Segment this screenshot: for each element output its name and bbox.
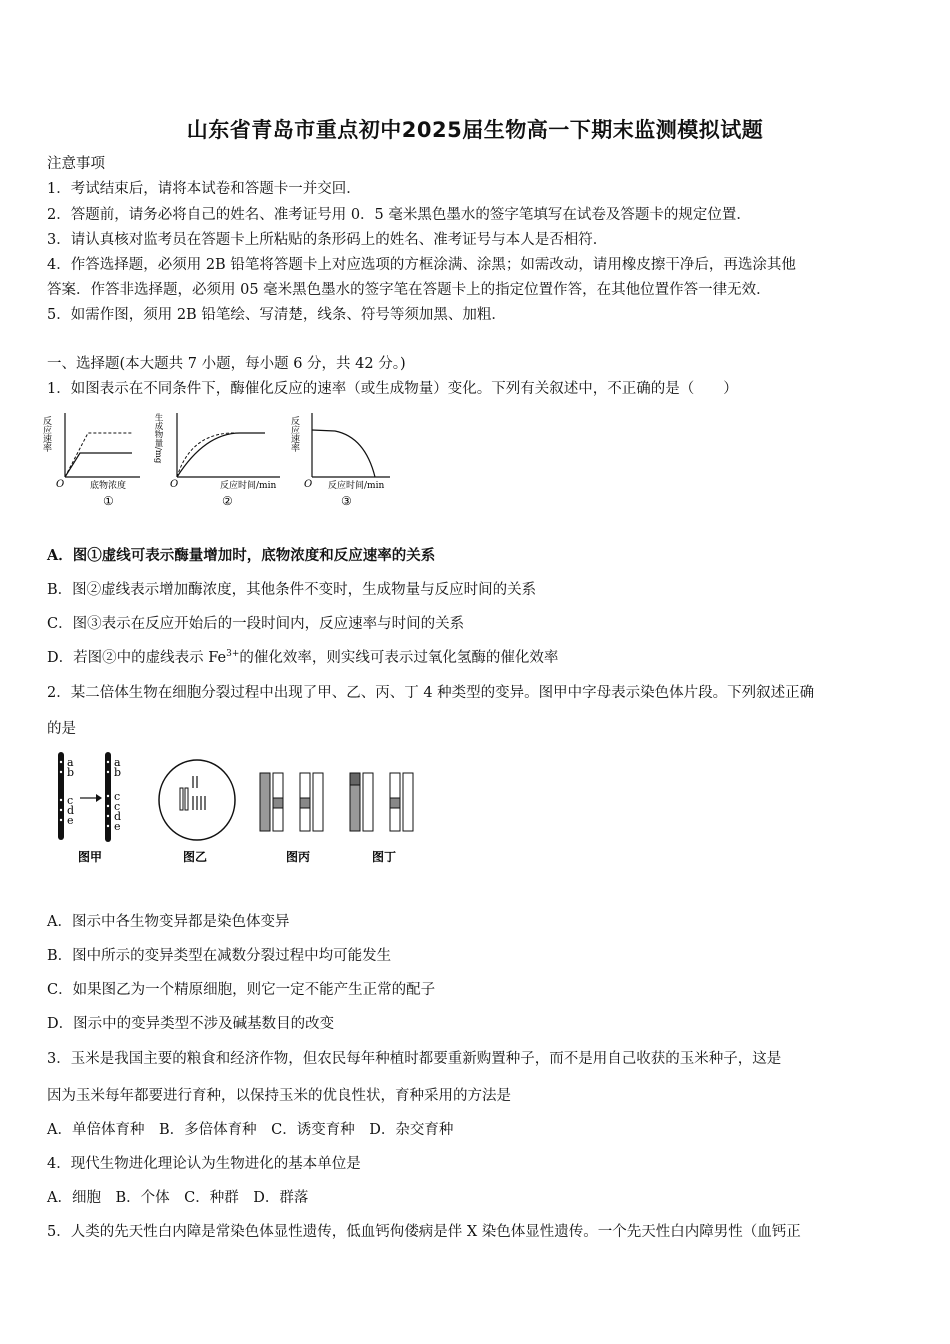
page-title: 山东省青岛市重点初中2025届生物高一下期末监测模拟试题 xyxy=(186,118,764,142)
question-2-stem: 2．某二倍体生物在细胞分裂过程中出现了甲、乙、丙、丁 4 种类型的变异。图甲中字母表示染色体片段。下列叙述正确 xyxy=(47,685,815,701)
question-4-stem: 4．现代生物进化理论认为生物进化的基本单位是 xyxy=(47,1156,361,1172)
chrom-letter: d xyxy=(67,804,75,817)
graph-3-xlabel: 反应时间/min xyxy=(328,481,385,491)
chrom-letter: c xyxy=(67,794,74,807)
q2-option-c: C．如果图乙为一个精原细胞，则它一定不能产生正常的配子 xyxy=(47,982,436,998)
option-text: A．图①虚线可表示酶量增加时，底物浓度和反应速率的关系 xyxy=(47,547,436,564)
graph-1-origin: O xyxy=(56,479,65,490)
question-3-stem-cont: 因为玉米每年都要进行育种，以保持玉米的优良性状，育种采用的方法是 xyxy=(47,1088,511,1104)
graph-3-ylabel: 反应速率 xyxy=(289,416,299,452)
graph-2-origin: O xyxy=(170,479,179,490)
figure-caption: 图甲 xyxy=(78,850,103,864)
option-text-sup: 3+ xyxy=(226,649,240,660)
notice-heading: 注意事项 xyxy=(47,156,105,172)
notice-item: 2．答题前，请务必将自己的姓名、准考证号用 0．5 毫米黑色墨水的签字笔填写在试卷及答题卡的规定位置． xyxy=(47,207,751,223)
option-text-post: 的催化效率，则实线可表示过氧化氢酶的催化效率 xyxy=(239,650,559,666)
question-2-stem-cont: 的是 xyxy=(47,721,76,737)
q1-option-d xyxy=(47,646,558,667)
question-1-stem: 1．如图表示在不同条件下，酶催化反应的速率（或生成物量）变化。下列有关叙述中，不正确的是（ ） xyxy=(47,381,738,397)
q1-option-b xyxy=(47,578,536,599)
arrow-icon xyxy=(96,794,102,802)
chrom-letter: d xyxy=(114,810,122,823)
graph-2-xlabel: 反应时间/min xyxy=(220,481,277,491)
chrom-letter: a xyxy=(67,756,74,769)
figure-bing xyxy=(260,773,323,864)
chrom-letter: c xyxy=(114,800,121,813)
figure-ding xyxy=(350,773,413,864)
notice-item: 1．考试结束后，请将本试卷和答题卡一并交回． xyxy=(47,181,361,197)
figure-yi xyxy=(159,760,235,864)
chrom-letter: b xyxy=(114,766,122,779)
q2-option-a: A．图示中各生物变异都是染色体变异 xyxy=(47,914,290,930)
q2-figure xyxy=(50,748,430,873)
figure-caption: 图乙 xyxy=(183,850,208,864)
graph-2-ylabel: 生成物量/mg xyxy=(153,413,163,464)
graph-1-xlabel: 底物浓度 xyxy=(90,481,127,491)
chrom-letter: a xyxy=(114,756,121,769)
option-text: B．图②虚线表示增加酶浓度，其他条件不变时，生成物量与反应时间的关系 xyxy=(47,582,537,598)
section-heading: 一、选择题(本大题共 7 小题，每小题 6 分，共 42 分。) xyxy=(47,356,406,372)
option-text-pre: D．若图②中的虚线表示 Fe xyxy=(47,650,227,666)
graph-3-number: ③ xyxy=(341,494,352,508)
graph-3 xyxy=(289,413,390,508)
chrom-letter: c xyxy=(114,790,121,803)
q2-option-b: B．图中所示的变异类型在减数分裂过程中均可能发生 xyxy=(47,948,392,964)
option-text: C．图③表示在反应开始后的一段时间内，反应速率与时间的关系 xyxy=(47,616,465,632)
notice-item: 3．请认真核对监考员在答题卡上所粘贴的条形码上的姓名、准考证号与本人是否相符． xyxy=(47,232,608,248)
q4-options: A．细胞 B．个体 C．种群 D．群落 xyxy=(47,1190,309,1206)
notice-item: 答案．作答非选择题，必须用 05 毫米黑色墨水的签字笔在答题卡上的指定位置作答，在其他位置作答一律无效． xyxy=(47,282,771,298)
chrom-letter: b xyxy=(67,766,75,779)
graph-1-number: ① xyxy=(103,494,114,508)
graph-1 xyxy=(41,413,140,508)
chrom-letter: e xyxy=(67,814,74,827)
graph-3-origin: O xyxy=(304,479,313,490)
graph-1-ylabel: 反应速率 xyxy=(41,416,51,452)
chrom-letter: e xyxy=(114,820,121,833)
question-3-stem: 3．玉米是我国主要的粮食和经济作物，但农民每年种植时都要重新购置种子，而不是用自己收获的玉米种子，这是 xyxy=(47,1051,782,1067)
q1-option-c xyxy=(47,612,464,633)
q1-figure xyxy=(40,405,400,513)
figure-caption: 图丁 xyxy=(372,850,397,864)
graph-2 xyxy=(153,412,280,508)
q3-options: A．单倍体育种 B．多倍体育种 C．诱变育种 D．杂交育种 xyxy=(47,1122,454,1138)
notice-item: 5．如需作图，须用 2B 铅笔绘、写清楚，线条、符号等须加黑、加粗． xyxy=(47,307,506,323)
figure-caption: 图丙 xyxy=(286,850,311,864)
graph-2-number: ② xyxy=(222,494,233,508)
q1-option-a xyxy=(47,544,435,565)
notice-item: 4．作答选择题，必须用 2B 铅笔将答题卡上对应选项的方框涂满、涂黑；如需改动，请用橡皮擦干净后，再选涂其他 xyxy=(47,257,796,273)
figure-jia xyxy=(58,752,121,864)
q2-option-d: D．图示中的变异类型不涉及碱基数目的改变 xyxy=(47,1016,335,1032)
question-5-stem: 5．人类的先天性白内障是常染色体显性遗传，低血钙佝偻病是伴 X 染色体显性遗传。一个先天性白内障男性（血钙正 xyxy=(47,1224,801,1240)
